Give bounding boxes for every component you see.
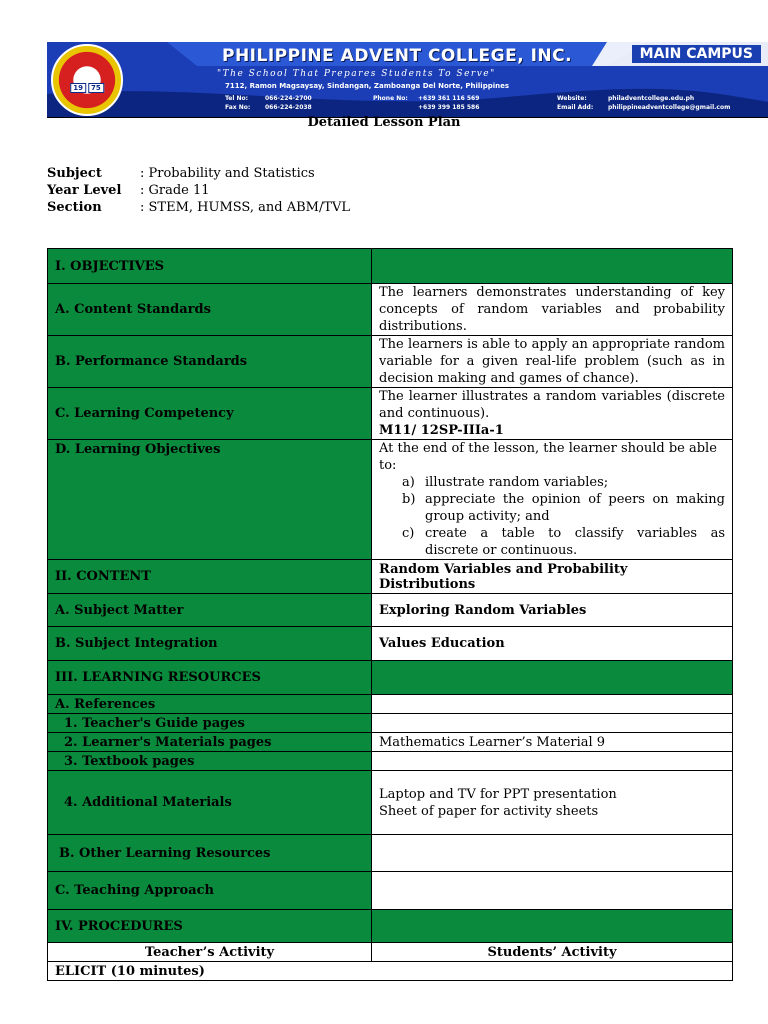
table-row: [48, 336, 733, 388]
teachers-guide-value: [372, 714, 733, 733]
campus-label: MAIN CAMPUS: [632, 45, 761, 63]
website-label: Website:: [557, 95, 587, 102]
table-row: [48, 249, 733, 284]
teachers-guide-label: 1. Teacher's Guide pages: [48, 714, 372, 733]
learners-materials-label: 2. Learner's Materials pages: [48, 733, 372, 752]
tel-label: Tel No:: [225, 95, 249, 102]
learning-objectives-intro: At the end of the lesson, the learner should be able to:: [379, 441, 717, 473]
objectives-heading-fill: [372, 249, 733, 284]
meta-value: : Grade 11: [140, 183, 210, 198]
meta-label: Subject: [47, 166, 102, 181]
table-row: [48, 594, 733, 627]
list-marker: b): [402, 492, 416, 507]
college-name: PHILIPPINE ADVENT COLLEGE, INC.: [222, 46, 573, 66]
content-heading: II. CONTENT: [48, 560, 372, 594]
learning-competency-value: The learner illustrates a random variables (discrete and continuous).: [379, 389, 725, 421]
learning-resources-heading-fill: [372, 661, 733, 695]
textbook-value: [372, 752, 733, 771]
learning-objectives-label: D. Learning Objectives: [48, 440, 372, 560]
phone-label: Phone No:: [373, 95, 408, 102]
list-marker: c): [402, 526, 415, 541]
performance-standards-value: The learners is able to apply an appropriate random variable for a given real-life problem (such as in decision making and games of chance).: [372, 336, 733, 388]
meta-row-year-level: [47, 182, 350, 199]
meta-row-section: [47, 199, 350, 216]
table-row: [48, 560, 733, 594]
subject-matter-label: A. Subject Matter: [48, 594, 372, 627]
phone-number-2: +639 399 185 586: [418, 104, 480, 111]
table-row: [48, 284, 733, 336]
table-row: [48, 733, 733, 752]
college-motto: "The School That Prepares Students To Serve": [217, 69, 496, 79]
learning-objectives-list: [379, 474, 725, 559]
subject-integration-label: B. Subject Integration: [48, 627, 372, 661]
table-row: [48, 695, 733, 714]
learning-resources-heading: III. LEARNING RESOURCES: [48, 661, 372, 695]
teacher-activity-header: Teacher’s Activity: [48, 943, 372, 962]
procedures-heading-fill: [372, 910, 733, 943]
college-address: 7112, Ramon Magsaysay, Sindangan, Zamboanga Del Norte, Philippines: [225, 82, 510, 90]
fax-number: 066-224-2038: [265, 104, 312, 111]
teaching-approach-label: C. Teaching Approach: [48, 872, 372, 910]
list-text: create a table to classify variables as discrete or continuous.: [425, 526, 725, 558]
objectives-heading: I. OBJECTIVES: [48, 249, 372, 284]
header-banner: [47, 42, 768, 118]
list-item: [402, 474, 725, 491]
meta-value: : STEM, HUMSS, and ABM/TVL: [140, 200, 351, 215]
email-address[interactable]: philippineadventcollege@gmail.com: [608, 104, 731, 111]
learning-objectives-cell: [372, 440, 733, 560]
website-url[interactable]: philadventcollege.edu.ph: [608, 95, 695, 102]
references-value: [372, 695, 733, 714]
college-seal-logo: [51, 44, 123, 116]
table-row: [48, 627, 733, 661]
list-marker: a): [402, 475, 415, 490]
additional-materials-line-1: Laptop and TV for PPT presentation: [379, 786, 617, 802]
additional-materials-line-2: Sheet of paper for activity sheets: [379, 803, 599, 819]
content-standards-value: The learners demonstrates understanding of key concepts of random variables and probability distributions.: [372, 284, 733, 336]
textbook-label: 3. Textbook pages: [48, 752, 372, 771]
document-title-text: Detailed Lesson Plan: [307, 115, 461, 130]
elicit-heading: ELICIT (10 minutes): [48, 962, 733, 981]
table-row: [48, 714, 733, 733]
procedures-heading: IV. PROCEDURES: [48, 910, 372, 943]
learners-materials-value: Mathematics Learner’s Material 9: [372, 733, 733, 752]
table-row: [48, 661, 733, 695]
competency-code: M11/ 12SP-IIIa-1: [379, 423, 504, 438]
table-row: [48, 388, 733, 440]
phone-number-1: +639 361 116 569: [418, 95, 480, 102]
meta-row-subject: [47, 165, 350, 182]
meta-value: : Probability and Statistics: [140, 166, 315, 181]
seal-year-right: 75: [88, 83, 104, 93]
content-value: Random Variables and Probability Distributions: [372, 560, 733, 594]
fax-label: Fax No:: [225, 104, 251, 111]
lesson-plan-table: [47, 248, 733, 981]
seal-year-left: 19: [70, 83, 86, 93]
list-item: [402, 525, 725, 559]
learning-competency-cell: [372, 388, 733, 440]
list-text: appreciate the opinion of peers on making group activity; and: [425, 492, 725, 524]
table-row: [48, 752, 733, 771]
list-text: illustrate random variables;: [425, 475, 609, 490]
table-row: [48, 835, 733, 872]
other-resources-label: B. Other Learning Resources: [48, 835, 372, 872]
email-label: Email Add:: [557, 104, 594, 111]
table-row: [48, 962, 733, 981]
content-standards-label: A. Content Standards: [48, 284, 372, 336]
teaching-approach-value: [372, 872, 733, 910]
table-row: [48, 872, 733, 910]
meta-label: Section: [47, 200, 102, 215]
references-label: A. References: [48, 695, 372, 714]
subject-matter-value: Exploring Random Variables: [372, 594, 733, 627]
subject-integration-value: Values Education: [372, 627, 733, 661]
list-item: [402, 491, 725, 525]
table-row: [48, 440, 733, 560]
students-activity-header: Students’ Activity: [372, 943, 733, 962]
meta-label: Year Level: [47, 183, 122, 198]
table-row: [48, 771, 733, 835]
additional-materials-label: 4. Additional Materials: [48, 771, 372, 835]
other-resources-value: [372, 835, 733, 872]
additional-materials-cell: [372, 771, 733, 835]
table-row: [48, 943, 733, 962]
tel-number: 066-224-2700: [265, 95, 312, 102]
table-row: [48, 910, 733, 943]
document-title: [0, 115, 768, 130]
lesson-meta: [47, 165, 350, 216]
performance-standards-label: B. Performance Standards: [48, 336, 372, 388]
learning-competency-label: C. Learning Competency: [48, 388, 372, 440]
